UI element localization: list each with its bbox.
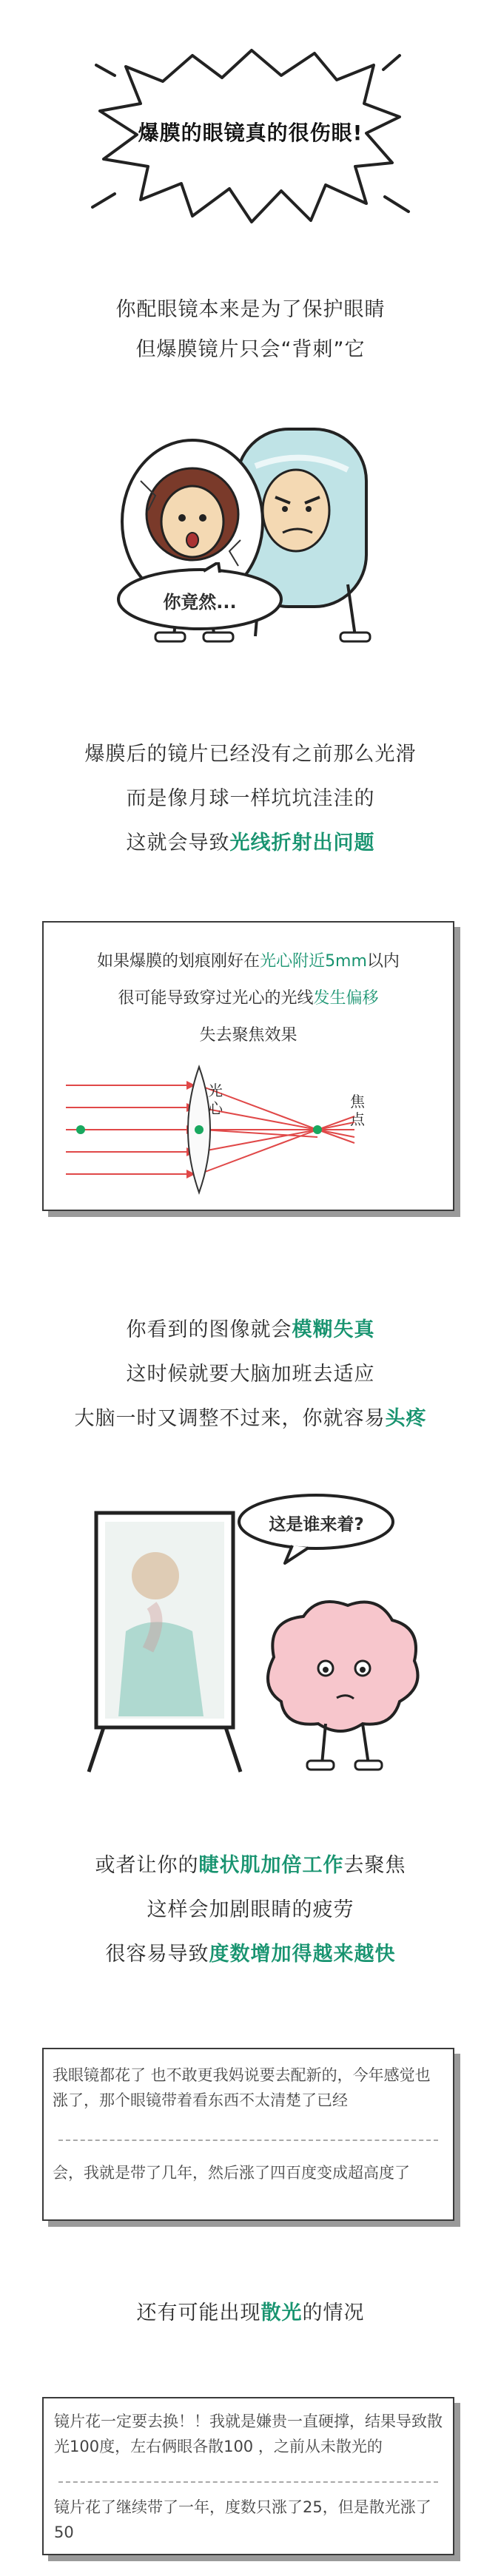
speech-text-shocked: 你竟然... [163,592,237,613]
blur-line-1-highlight: 模糊失真 [292,1318,375,1341]
optics-line-2-prefix: 很可能导致穿过光心的光线 [118,989,314,1008]
astigmatism-suffix: 的情况 [302,2302,365,2324]
comments-card-2 [42,2397,454,2555]
astigmatism-line [0,2293,501,2333]
section-blur [0,1308,501,1441]
blur-line-3 [0,1397,501,1441]
optics-line-1-suffix: 以内 [366,952,400,971]
comments-card-1 [42,2048,454,2221]
ciliary-line-1-suffix: 去聚焦 [343,1854,406,1877]
blur-line-3-highlight: 头疼 [385,1407,427,1430]
blur-line-2: 这时候就要大脑加班去适应 [126,1363,375,1386]
blur-line-3-prefix: 大脑一时又调整不过来，你就容易 [74,1407,386,1430]
comment-1-1: 我眼镜都花了 也不敢更我妈说要去配新的，今年感觉也涨了，那个眼镜带着看东西不太清楚了已经 [53,2066,431,2109]
speech-bubble-who [233,1491,400,1565]
comment-2-1: 镜片花一定要去换！！我就是嫌贵一直硬撑，结果导致散光100度，左右俩眼各散100 ，之前从未散光的 [54,2413,443,2455]
optics-line-3: 失去聚焦效果 [199,1026,297,1045]
title-text: 爆膜的眼镜真的很伤眼! [138,121,363,145]
surface-line-1: 爆膜后的镜片已经没有之前那么光滑 [84,743,417,766]
astigmatism-prefix: 还有可能出现 [136,2302,261,2324]
optics-card [42,921,454,1211]
ciliary-line-3-prefix: 很容易导致 [105,1943,209,1966]
surface-line-3 [0,821,501,866]
surface-line-3-highlight: 光线折射出问题 [229,832,375,854]
comment-divider-2 [58,2481,438,2483]
speech-bubble-shocked [115,562,285,633]
section-lens-surface [0,732,501,866]
ciliary-line-3-highlight: 度数增加得越来越快 [209,1943,396,1966]
comment-2-2: 镜片花了继续带了一年，度数只涨了25，但是散光涨了50 [54,2498,431,2541]
optics-line-1-highlight: 光心附近5mm [260,952,367,971]
surface-line-2: 而是像月球一样坑坑洼洼的 [126,787,375,810]
section-astigmatism [0,2293,501,2333]
ciliary-line-1-highlight: 睫状肌加倍工作 [198,1854,344,1877]
ciliary-line-3 [0,1932,501,1977]
comment-1-2: 会，我就是带了几年，然后涨了四百度变成超高度了 [53,2164,410,2182]
optics-line-2 [44,980,453,1017]
speech-text-who: 这是谁来着? [269,1515,364,1534]
optics-line-2-highlight: 发生偏移 [313,989,379,1008]
comment-divider-1 [58,2140,438,2141]
optics-line-1-prefix: 如果爆膜的划痕刚好在 [97,952,260,971]
section-ciliary [0,1844,501,1977]
optics-text [44,943,453,1054]
blur-line-1 [0,1308,501,1352]
astigmatism-highlight: 散光 [260,2302,303,2324]
intro-line-1: 你配眼镜本来是为了保护眼睛 [115,298,386,321]
optics-diagram [44,1056,453,1204]
title-bubble [74,22,427,244]
optics-label-center: 光心 [208,1082,223,1117]
intro-line-2: 但爆膜镜片只会“背刺”它 [135,338,366,361]
ciliary-line-1 [0,1844,501,1888]
ciliary-line-1-prefix: 或者让你的 [95,1854,199,1877]
blur-line-1-prefix: 你看到的图像就会 [126,1318,292,1341]
ciliary-line-2: 这样会加剧眼睛的疲劳 [147,1898,354,1921]
surface-line-3-prefix: 这就会导致 [126,832,230,854]
section-intro [0,290,501,370]
optics-line-1 [44,943,453,980]
optics-label-focus: 焦点 [350,1093,365,1128]
